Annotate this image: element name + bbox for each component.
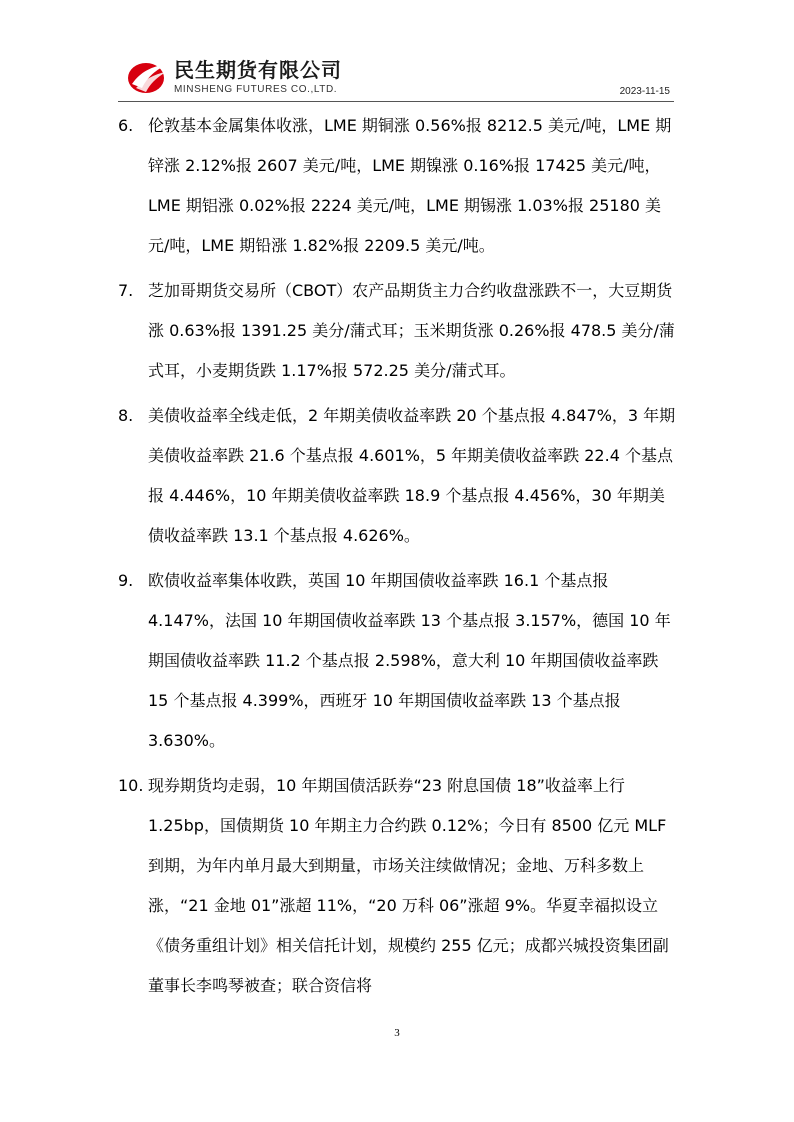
- company-name-cn: 民生期货有限公司: [174, 58, 342, 82]
- header-divider: [118, 101, 674, 102]
- item-number: 7.: [118, 281, 134, 300]
- item-number: 8.: [118, 406, 134, 425]
- list-item: [118, 396, 678, 556]
- item-text: 欧债收益率集体收跌，英国 10 年期国债收益率跌 16.1 个基点报 4.147%，法国 10 年期国债收益率跌 13 个基点报 3.157%，德国 10 年期国债收益率跌 11.2 个基点报 2.598%，意大利 10 年期国债收益率跌 15 个基点报 4.399%，西班牙 10 年期国债收益率跌 13 个基点报 3.630%。: [148, 571, 671, 750]
- page-header: [118, 52, 674, 102]
- list-item: [118, 766, 678, 1006]
- item-number: 9.: [118, 571, 134, 590]
- item-text: 芝加哥期货交易所（CBOT）农产品期货主力合约收盘涨跌不一，大豆期货涨 0.63%报 1391.25 美分/蒲式耳；玉米期货涨 0.26%报 478.5 美分/蒲式耳，小麦期货跌 1.17%报 572.25 美分/蒲式耳。: [148, 281, 675, 380]
- list-item: [118, 561, 678, 761]
- item-number: 10.: [118, 776, 144, 795]
- item-text: 伦敦基本金属集体收涨，LME 期铜涨 0.56%报 8212.5 美元/吨，LME 期锌涨 2.12%报 2607 美元/吨，LME 期镍涨 0.16%报 17425 美元/吨，LME 期铝涨 0.02%报 2224 美元/吨，LME 期锡涨 1.03%报 25180 美元/吨，LME 期铅涨 1.82%报 2209.5 美元/吨。: [148, 116, 672, 255]
- company-logo: [126, 56, 366, 100]
- report-date: 2023-11-15: [619, 86, 670, 97]
- minsheng-logo-icon: [126, 58, 170, 96]
- item-text: 美债收益率全线走低，2 年期美债收益率跌 20 个基点报 4.847%，3 年期美债收益率跌 21.6 个基点报 4.601%，5 年期美债收益率跌 22.4 个基点报 4.446%，10 年期美债收益率跌 18.9 个基点报 4.456%，30 年期美债收益率跌 13.1 个基点报 4.626%。: [148, 406, 676, 545]
- page-number: 3: [394, 1027, 400, 1039]
- news-list: [118, 106, 678, 1011]
- company-name-en: MINSHENG FUTURES CO.,LTD.: [174, 84, 338, 95]
- list-item: [118, 106, 678, 266]
- item-number: 6.: [118, 116, 134, 135]
- item-text: 现券期货均走弱，10 年期国债活跃券“23 附息国债 18”收益率上行 1.25bp，国债期货 10 年期主力合约跌 0.12%；今日有 8500 亿元 MLF 到期，为年内单月最大到期量，市场关注续做情况；金地、万科多数上涨，“21 金地 01”涨超 11%，“20 万科 06”涨超 9%。华夏幸福拟设立《债务重组计划》相关信托计划，规模约 255 亿元；成都兴城投资集团副董事长李鸣琴被查；联合资信将: [148, 776, 669, 995]
- list-item: [118, 271, 678, 391]
